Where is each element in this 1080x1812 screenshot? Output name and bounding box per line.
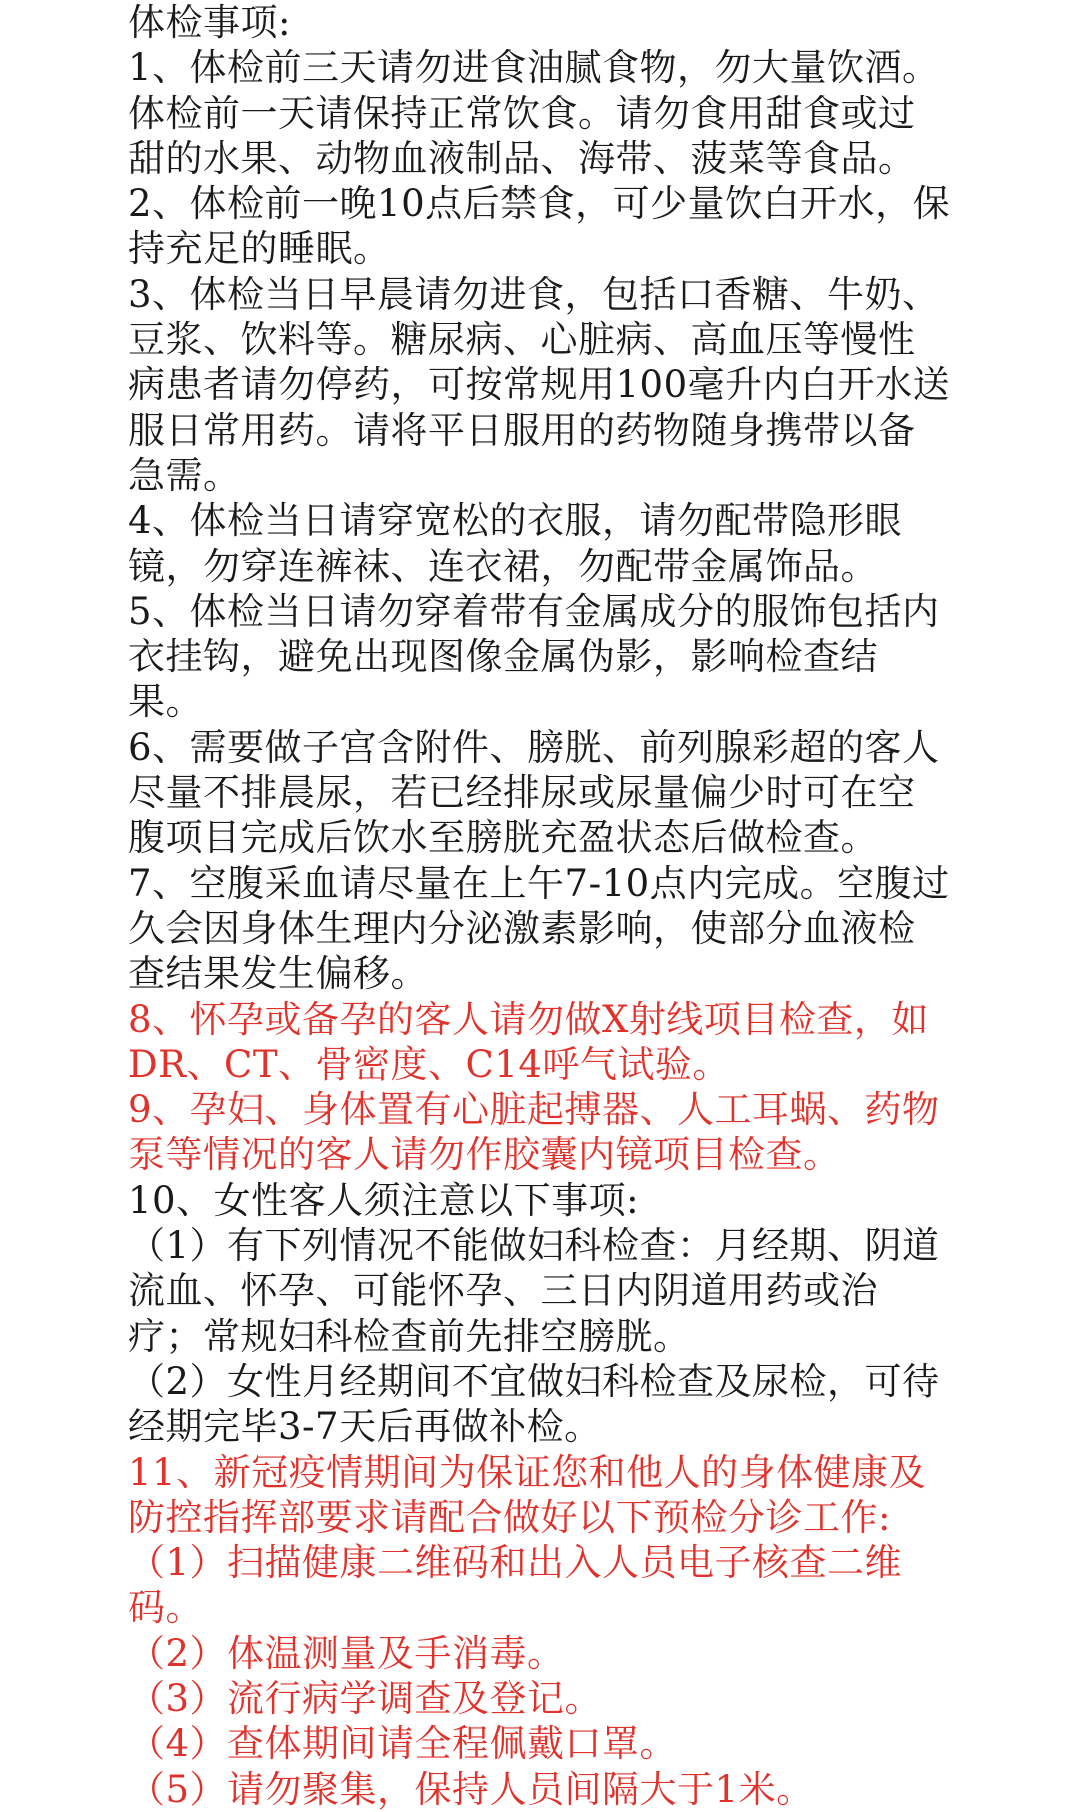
notice-line: 流血、怀孕、可能怀孕、三日内阴道用药或治 <box>128 1269 878 1313</box>
notice-line: 2、体检前一晚10点后禁食，可少量饮白开水，保 <box>128 182 951 226</box>
notice-line: 5、体检当日请勿穿着带有金属成分的服饰包括内 <box>128 589 940 633</box>
notice-line: 体检前一天请保持正常饮食。请勿食用甜食或过 <box>128 91 916 135</box>
notice-line: 11、新冠疫情期间为保证您和他人的身体健康及 <box>128 1450 927 1494</box>
notice-line: 久会因身体生理内分泌激素影响，使部分血液检 <box>128 906 916 950</box>
notice-line: 疗；常规妇科检查前先排空膀胱。 <box>128 1314 691 1358</box>
notice-line: 8、怀孕或备孕的客人请勿做X射线项目检查，如 <box>128 997 929 1041</box>
notice-line: 服日常用药。请将平日服用的药物随身携带以备 <box>128 408 916 452</box>
notice-line: 衣挂钩，避免出现图像金属伪影，影响检查结 <box>128 635 878 679</box>
notice-line: DR、CT、骨密度、C14呼气试验。 <box>128 1042 730 1086</box>
notice-line: 码。 <box>128 1586 203 1630</box>
notice-line: 甜的水果、动物血液制品、海带、菠菜等食品。 <box>128 136 916 180</box>
notice-line: 6、需要做子宫含附件、膀胱、前列腺彩超的客人 <box>128 725 940 769</box>
notice-line: 泵等情况的客人请勿作胶囊内镜项目检查。 <box>128 1133 841 1177</box>
notice-line: 经期完毕3-7天后再做补检。 <box>128 1405 602 1449</box>
notice-line: （5）请勿聚集，保持人员间隔大于1米。 <box>128 1767 814 1811</box>
notice-line: （2）体温测量及手消毒。 <box>128 1631 565 1675</box>
notice-line: 镜，勿穿连裤袜、连衣裙，勿配带金属饰品。 <box>128 544 878 588</box>
notice-line: 查结果发生偏移。 <box>128 952 428 996</box>
notice-line: 4、体检当日请穿宽松的衣服，请勿配带隐形眼 <box>128 499 903 543</box>
notice-line: （1）扫描健康二维码和出入人员电子核查二维 <box>128 1541 903 1585</box>
notice-line: 7、空腹采血请尽量在上午7-10点内完成。空腹过 <box>128 861 950 905</box>
health-checkup-notice <box>128 0 958 1812</box>
notice-title: 体检事项: <box>128 1 291 44</box>
notice-line: 豆浆、饮料等。糖尿病、心脏病、高血压等慢性 <box>128 318 916 362</box>
notice-line: 尽量不排晨尿，若已经排尿或尿量偏少时可在空 <box>128 771 916 815</box>
notice-line: （2）女性月经期间不宜做妇科检查及尿检，可待 <box>128 1359 940 1403</box>
notice-line: 果。 <box>128 680 203 724</box>
notice-line: 急需。 <box>128 453 241 497</box>
notice-line: 腹项目完成后饮水至膀胱充盈状态后做检查。 <box>128 816 878 860</box>
notice-line: 防控指挥部要求请配合做好以下预检分诊工作: <box>128 1495 891 1539</box>
notice-line: 9、孕妇、身体置有心脏起搏器、人工耳蜗、药物 <box>128 1088 940 1132</box>
notice-line: （4）查体期间请全程佩戴口罩。 <box>128 1722 678 1766</box>
notice-line: 1、体检前三天请勿进食油腻食物，勿大量饮酒。 <box>128 46 940 90</box>
notice-line: 10、女性客人须注意以下事项: <box>128 1178 640 1222</box>
notice-line: （1）有下列情况不能做妇科检查：月经期、阴道 <box>128 1224 940 1268</box>
notice-line: 持充足的睡眠。 <box>128 227 391 271</box>
notice-line: （3）流行病学调查及登记。 <box>128 1676 603 1720</box>
notice-line: 3、体检当日早晨请勿进食，包括口香糖、牛奶、 <box>128 272 940 316</box>
notice-line: 病患者请勿停药，可按常规用100毫升内白开水送 <box>128 363 951 407</box>
